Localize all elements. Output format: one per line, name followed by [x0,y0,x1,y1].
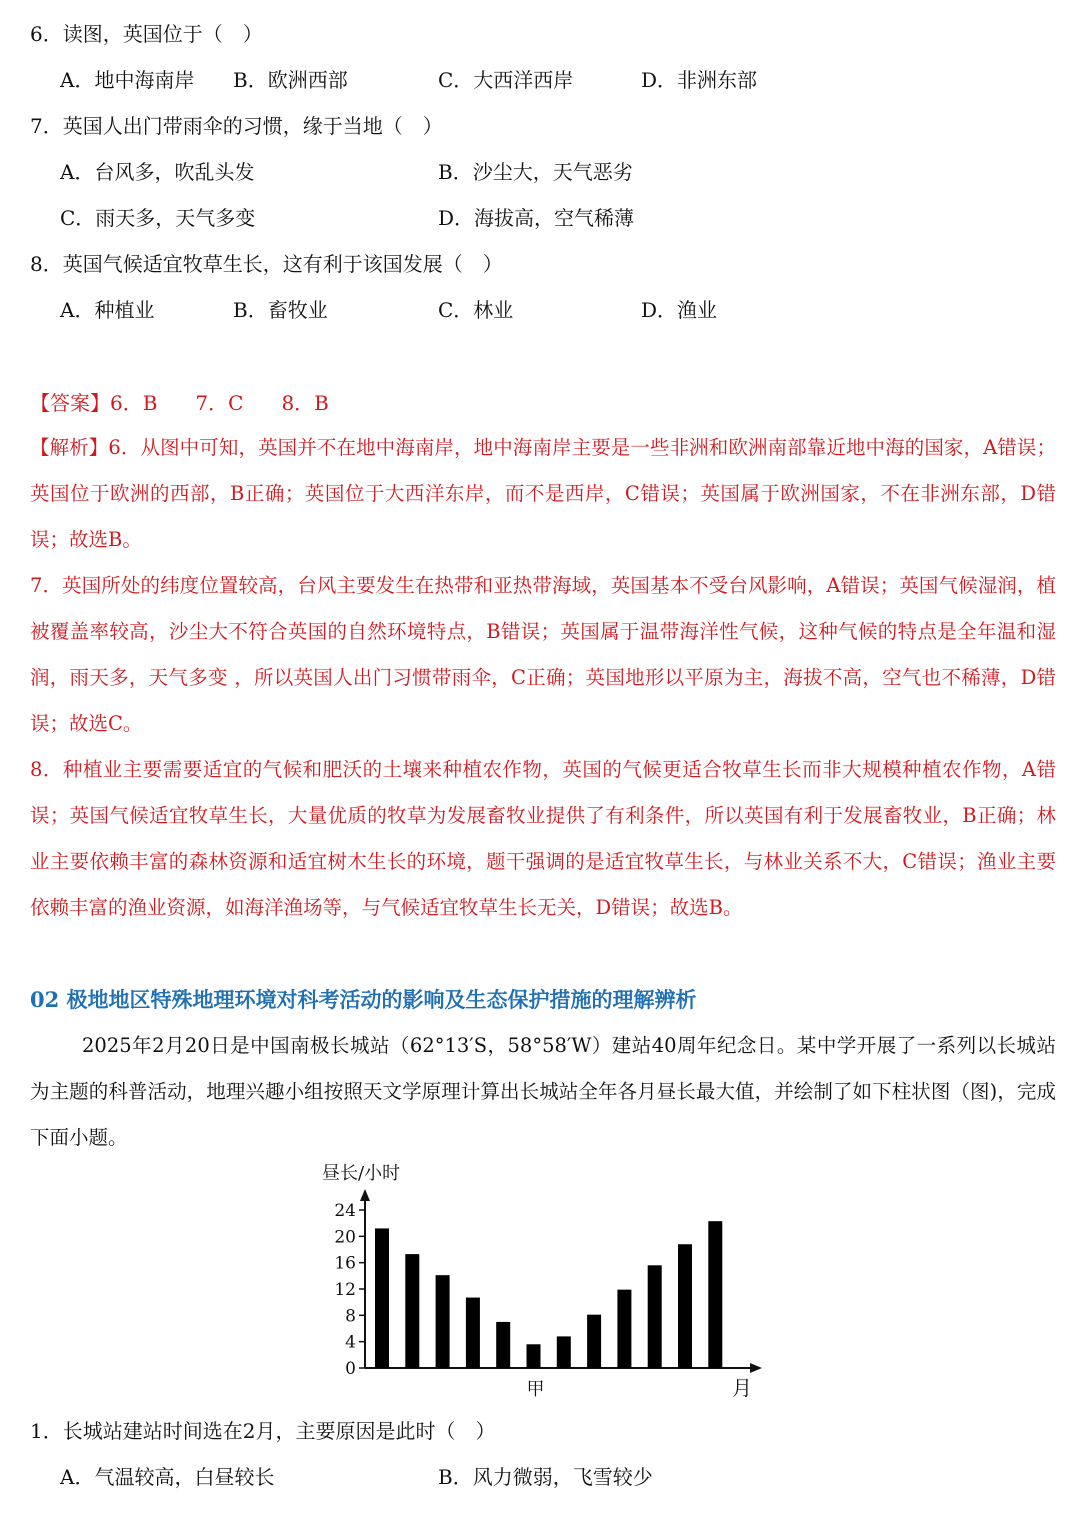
bar-month-11 [678,1244,692,1368]
q7-option-a: A．台风多，吹乱头发 [60,160,255,184]
q6-option-b: B．欧洲西部 [233,68,348,92]
y-tick-label: 20 [334,1227,356,1248]
y-tick-label: 16 [334,1253,356,1274]
answer-6: 6．B [110,391,158,415]
chart-y-axis-label: 昼长/小时 [322,1163,401,1184]
bar-month-4 [466,1298,480,1368]
answer-7: 7．C [195,391,244,415]
q6-option-d: D．非洲东部 [641,68,758,92]
bar-month-3 [436,1275,450,1368]
answer-label: 【答案】 [30,391,110,415]
q8-option-c: C．林业 [438,298,514,322]
y-tick-label: 24 [334,1201,356,1221]
bar-month-6 [527,1344,541,1368]
chart-x-axis-arrow [750,1363,762,1373]
bar-month-9 [617,1290,631,1368]
bar-month-12 [708,1221,722,1368]
question-7-stem: 7．英国人出门带雨伞的习惯，缘于当地（ ） [30,114,443,138]
y-tick-label: 4 [345,1332,356,1353]
answer-8: 8．B [281,391,329,415]
q6-option-a: A．地中海南岸 [60,68,195,92]
bar-month-1 [375,1228,389,1368]
y-tick-label: 12 [334,1280,356,1300]
analysis-label: 【解析】 [30,436,109,459]
q7-option-b: B．沙尘大，天气恶劣 [438,160,633,184]
q1-option-a: A．气温较高，白昼较长 [60,1465,275,1489]
chart-x-axis-label: 月 [732,1376,752,1400]
bar-month-5 [496,1322,510,1368]
q8-option-b: B．畜牧业 [233,298,328,322]
analysis-7: 7．英国所处的纬度位置较高，台风主要发生在热带和亚热带海域，英国基本不受台风影响，A错误；英国气候湿润，植被覆盖率较高，沙尘大不符合英国的自然环境特点，B错误；英国属于温带海洋性气候，这种气候的特点是全年温和湿润，雨天多，天气多变 ，所以英国人出门习惯带雨伞，C正确；英国地形以平原为主，海拔不高，空气也不稀薄，D错误；故选C。 [30,574,1056,735]
chart-marker-label: 甲 [526,1379,545,1400]
intro-paragraph: 2025年2月20日是中国南极长城站（62°13′S，58°58′W）建站40周年纪念日。某中学开展了一系列以长城站为主题的科普活动，地理兴趣小组按照天文学原理计算出长城站全年各月昼长最大值，并绘制了如下柱状图（图)，完成下面小题。 [30,1034,1056,1149]
question-1-stem: 1．长城站建站时间选在2月，主要原因是此时（ ） [30,1419,496,1443]
bar-month-8 [587,1315,601,1368]
q1-option-b: B．风力微弱，飞雪较少 [438,1465,653,1489]
q7-option-c: C．雨天多，天气多变 [60,206,256,230]
daylength-bar-chart [300,1155,780,1405]
question-8-stem: 8．英国气候适宜牧草生长，这有利于该国发展（ ） [30,252,503,276]
q7-option-d: D．海拔高，空气稀薄 [438,206,635,230]
q8-option-a: A．种植业 [60,298,155,322]
question-6-stem: 6．读图，英国位于（ ） [30,22,263,46]
bar-month-2 [405,1254,419,1368]
chart-y-axis-arrow [360,1189,370,1201]
analysis-8: 8．种植业主要需要适宜的气候和肥沃的土壤来种植农作物，英国的气候更适合牧草生长而非大规模种植农作物，A错误；英国气候适宜牧草生长，大量优质的牧草为发展畜牧业提供了有利条件，所以英国有利于发展畜牧业，B正确；林业主要依赖丰富的森林资源和适宜树木生长的环境，题干强调的是适宜牧草生长，与林业关系不大，C错误；渔业主要依赖丰富的渔业资源，如海洋渔场等，与气候适宜牧草生长无关，D错误；故选B。 [30,758,1056,919]
y-tick-label: 0 [345,1359,356,1379]
y-tick-label: 8 [345,1306,356,1327]
answer-line [30,388,329,418]
q8-option-d: D．渔业 [641,298,718,322]
bar-month-10 [648,1265,662,1368]
bar-month-7 [557,1336,571,1368]
section-title: 02 极地地区特殊地理环境对科考活动的影响及生态保护措施的理解辨析 [30,987,697,1012]
analysis-6: 【解析】6．从图中可知，英国并不在地中海南岸，地中海南岸主要是一些非洲和欧洲南部靠近地中海的国家，A错误；英国位于欧洲的西部，B正确；英国位于大西洋东岸，而不是西岸，C错误；英国属于欧洲国家，不在非洲东部，D错误；故选B。 [30,436,1056,551]
q6-option-c: C．大西洋西岸 [438,68,574,92]
